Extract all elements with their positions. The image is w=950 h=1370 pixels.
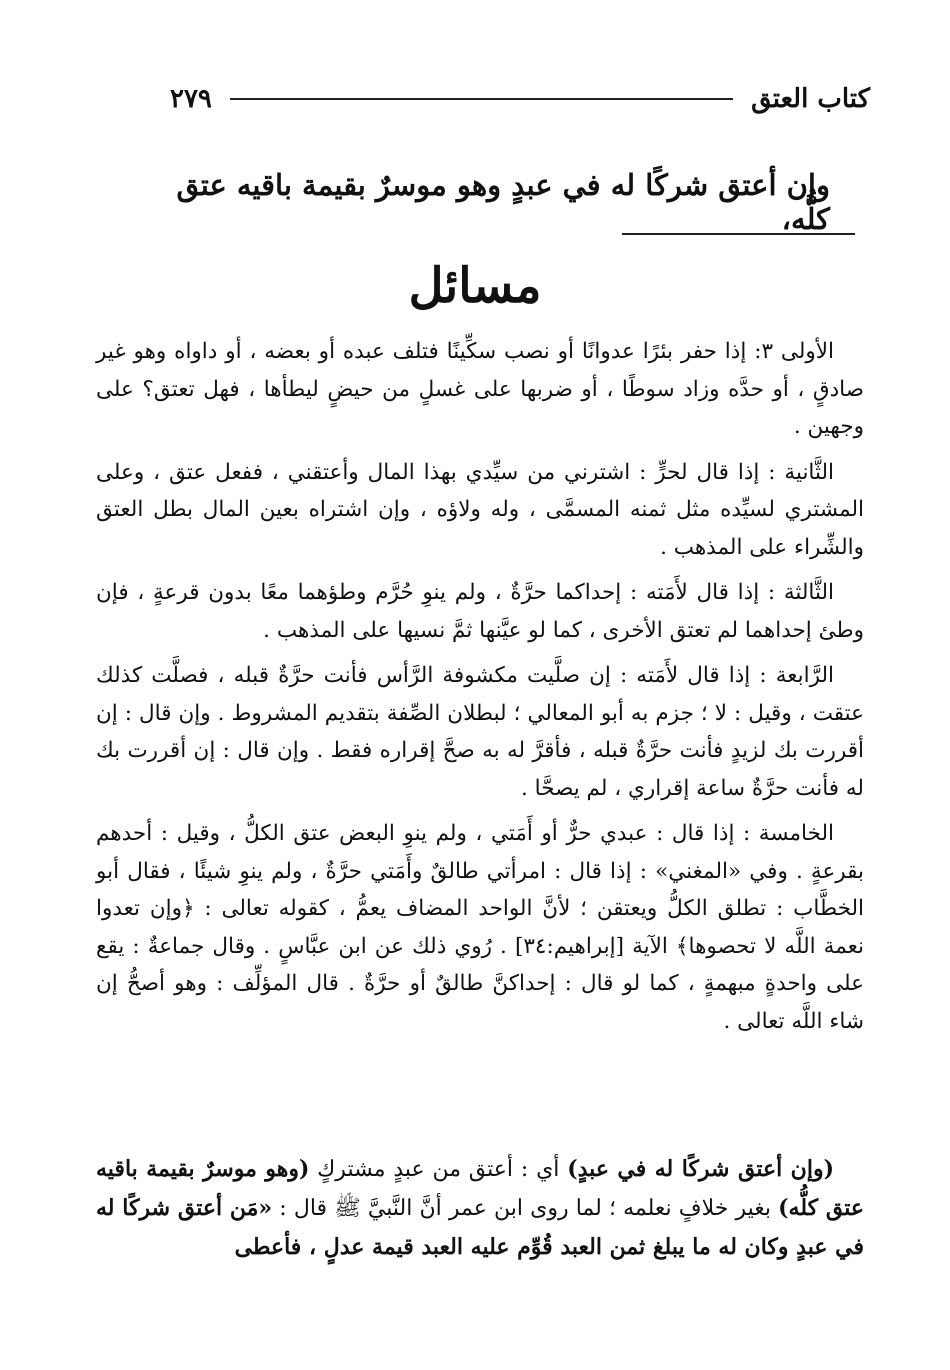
matn-text: وإن أعتق شركًا له في عبدٍ وهو موسرٌ بقيمة باقيه عتق كلُّه، bbox=[176, 168, 830, 236]
header-rule bbox=[230, 98, 733, 100]
matn-quote-2: (وهو موسرٌ بقيمة باقيه عتق كلُّه) bbox=[96, 1156, 865, 1221]
issue-5: الخامسة : إذا قال : عبدي حرٌّ أو أَمَتي ، ولم ينوِ البعض عتق الكلُّ ، وقيل : أحدهم بقرعةٍ . وفي «المغني» : إذا قال : امرأتي طالقٌ وأَمَتي حرَّةٌ ، ولم ينوِ شيئًا ، فقال أبو الخطَّاب : تطلق الكلُّ ويعتقن ؛ لأنَّ الواحد المضاف يعمُّ ، كقوله تعالى : ﴿وإن تعدوا نعمة اللَّه لا تحصوها﴾ الآية [إبراهيم:٣٤] . رُوي ذلك عن ابن عبَّاسٍ . وقال جماعةٌ : يقع على واحدةٍ مبهمةٍ ، كما لو قال : إحداكنَّ طالقٌ أو حرَّةٌ . قال المؤلِّف : وهو أصحُّ إن شاء اللَّه تعالى . bbox=[96, 821, 864, 1034]
issue-2: الثَّانية : إذا قال لحرٍّ : اشترني من سيِّدي بهذا المال وأعتقني ، ففعل عتق ، وعلى المشتري لسيِّده مثل ثمنه المسمَّى ، وله ولاؤه ، وإن اشتراه بعين المال بطل العتق والشِّراء على المذهب . bbox=[96, 459, 864, 560]
page-number: ٢٧٩ bbox=[170, 84, 212, 114]
issue-3: الثَّالثة : إذا قال لأَمَته : إحداكما حرَّةٌ ، ولم ينوِ حُرَّم وطؤهما معًا بدون قرعةٍ ، فإن وطئ إحداهما لم تعتق الأخرى ، كما لو عيَّنها ثمَّ نسيها على المذهب . bbox=[96, 580, 864, 643]
matn-quote-1: (وإن أعتق شركًا له في عبدٍ) bbox=[567, 1156, 834, 1182]
matn-separator bbox=[622, 233, 855, 235]
issue-1: الأولى ٣: إذا حفر بئرًا عدوانًا أو نصب سكِّينًا فتلف عبده أو بعضه ، أو داواه وهو غير صادقٍ ، أو حدَّه وزاد سوطًا ، أو ضربها على غسلٍ من حيضٍ ليطأها ، فهل تعتق؟ على وجهين . bbox=[96, 339, 864, 439]
commentary-paragraph bbox=[96, 1150, 864, 1267]
section-heading: مسائل bbox=[408, 258, 542, 314]
commentary-text-1: أي : أعتق من عبدٍ مشتركٍ bbox=[309, 1157, 568, 1182]
hadith-text: «مَن أعتق شركًا له في عبدٍ وكان له ما يبلغ ثمن العبد قُوِّم عليه العبد قيمة عدلٍ ، فأعطى bbox=[96, 1195, 864, 1260]
issue-4: الرَّابعة : إذا قال لأَمَته : إن صلَّيت مكشوفة الرَّأس فأنت حرَّةٌ قبله ، فصلَّت كذلك عتقت ، وقيل : لا ؛ جزم به أبو المعالي ؛ لبطلان الصِّفة بتقديم المشروط . وإن قال : إن أقررت بك لزيدٍ فأنت حرَّةٌ قبله ، فأقرَّ له به صحَّ إقراره فقط . وإن قال : إن أقررت بك له فأنت حرَّةٌ ساعة إقراري ، لم يصحَّا . bbox=[96, 663, 864, 801]
commentary bbox=[96, 1150, 864, 1275]
page-header bbox=[170, 74, 870, 124]
issues-list bbox=[96, 333, 864, 1048]
running-title: كتاب العتق bbox=[751, 84, 870, 114]
commentary-text-2: بغير خلافٍ نعلمه ؛ لما روى ابن عمر أنَّ النَّبيَّ ﷺ قال : bbox=[272, 1196, 779, 1221]
